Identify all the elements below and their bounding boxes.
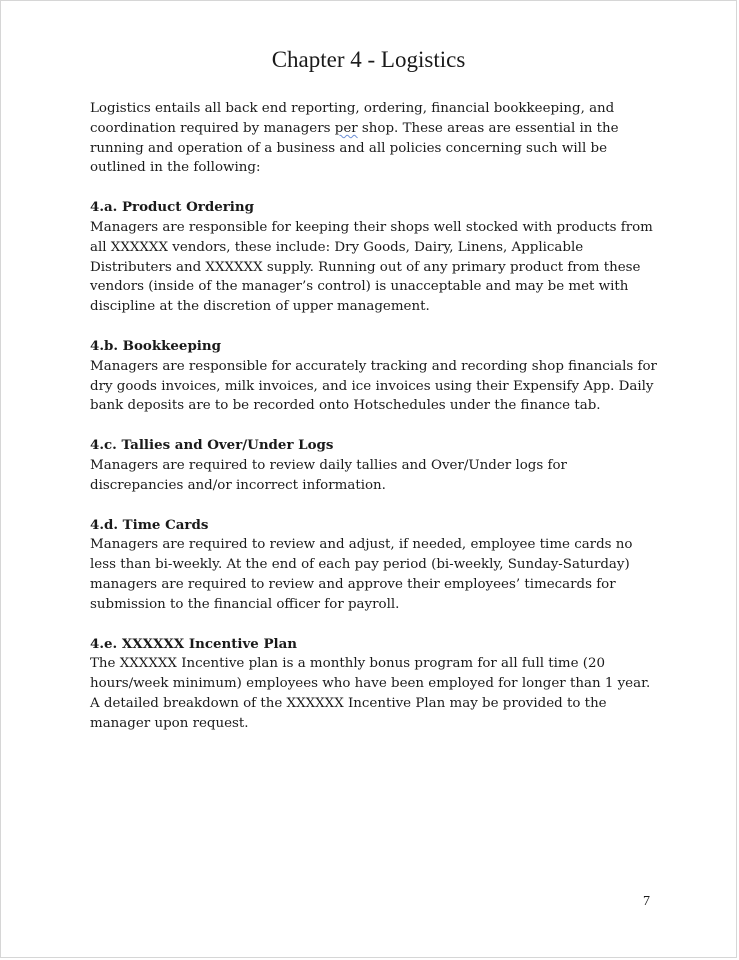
section-time-cards xyxy=(90,516,660,615)
chapter-title: Chapter 4 - Logistics xyxy=(271,47,466,72)
section-body: Managers are responsible for accurately tracking and recording shop financials for dry goods invoices, milk invoices, and ice invoices using their Expensify App. Daily bank deposits are to be recorded onto Hotschedules under the finance tab. xyxy=(90,358,657,414)
intro-paragraph xyxy=(90,99,660,178)
section-heading: 4.b. Bookkeeping xyxy=(90,337,221,354)
section-body: Managers are required to review daily tallies and Over/Under logs for discrepancies and/or incorrect information. xyxy=(90,457,567,493)
section-bookkeeping xyxy=(90,337,660,416)
section-heading: 4.d. Time Cards xyxy=(90,516,209,533)
section-tallies-logs xyxy=(90,436,660,495)
section-body: Managers are required to review and adjust, if needed, employee time cards no less than bi-weekly. At the end of each pay period (bi-weekly, Sunday-Saturday) managers are required to review and approve their employees’ timecards for submission to the financial officer for payroll. xyxy=(90,537,633,612)
section-heading: 4.e. XXXXXX Incentive Plan xyxy=(90,635,298,652)
intro-text-start: Logistics entails all back end reporting, ordering, financial bookkeeping, and coordination required by managers xyxy=(90,101,615,136)
section-body: Managers are responsible for keeping their shops well stocked with products from all XXXXXX vendors, these include: Dry Goods, Dairy, Linens, Applicable Distributers and XXXXXX supply. Running out of any primary product from these vendors (inside of the manager’s control) is unacceptable and may be met with discipline at the discretion of upper management. xyxy=(90,219,653,315)
intro-text-end: shop. These areas are essential in the running and operation of a business and all policies concerning such will be outlined in the following: xyxy=(90,120,619,176)
section-body: The XXXXXX Incentive plan is a monthly bonus program for all full time (20 hours/week minimum) employees who have been employed for longer than 1 year. A detailed breakdown of the XXXXXX Incentive Plan may be provided to the manager upon request. xyxy=(90,656,651,731)
spellcheck-flagged-word[interactable]: per xyxy=(334,120,358,136)
page-number: 7 xyxy=(643,894,650,909)
section-heading: 4.a. Product Ordering xyxy=(90,199,254,216)
document-body xyxy=(90,99,660,754)
section-incentive-plan xyxy=(90,635,660,734)
section-heading: 4.c. Tallies and Over/Under Logs xyxy=(90,437,334,454)
section-product-ordering xyxy=(90,198,660,317)
